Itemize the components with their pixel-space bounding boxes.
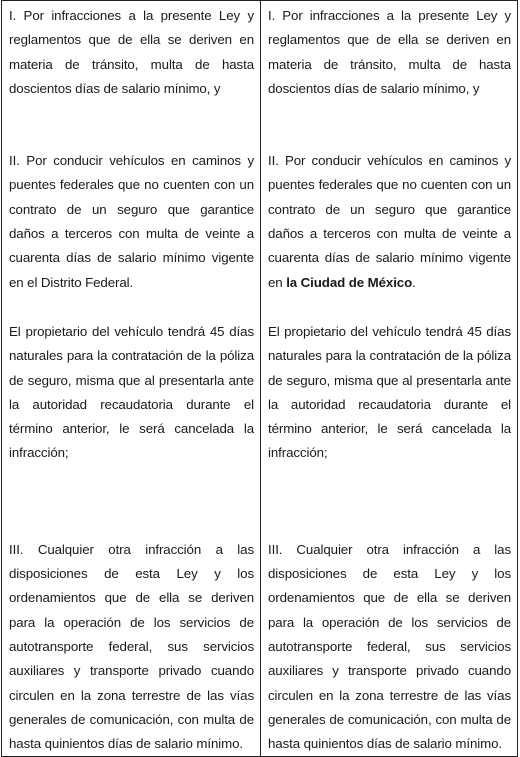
right-paragraph-fraction-1: I. Por infracciones a la presente Ley y reglamentos que de ella se deriven en materia de tránsito, multa de hasta doscientos días de salario mínimo, y [268, 8, 511, 96]
right-paragraph-fraction-2 [268, 149, 511, 295]
left-paragraph-fraction-2: II. Por conducir vehículos en caminos y puentes federales que no cuenten con un contrato de un seguro que garantice daños a terceros con multa de veinte a cuarenta días de salario mínimo vigente en el Distrito Federal. [9, 153, 254, 290]
left-paragraph-fraction-1: I. Por infracciones a la presente Ley y reglamentos que de ella se deriven en materia de tránsito, multa de hasta doscientos días de salario mínimo, y [9, 8, 254, 96]
right-column-cell [261, 1, 518, 757]
right-paragraph-fraction-2-end: . [412, 274, 416, 290]
right-paragraph-fraction-2-text: II. Por conducir vehículos en caminos y puentes federales que no cuenten con un contrato de un seguro que garantice daños a terceros con multa de veinte a cuarenta días de salario mínimo vigente en [268, 153, 511, 290]
comparison-table [1, 0, 518, 757]
table-row [2, 1, 518, 757]
right-paragraph-fraction-3: III. Cualquier otra infracción a las disposiciones de esta Ley y los ordenamientos que de ella se deriven para la operación de los servicios de autotransporte federal, sus servicios auxiliares y transporte privado cuando circulen en la zona terrestre de las vías generales de comunicación, con multa de hasta quinientos días de salario mínimo. [268, 541, 511, 752]
left-paragraph-insurance: El propietario del vehículo tendrá 45 días naturales para la contratación de la póliza de seguro, misma que al presentarla ante la autoridad recaudatoria durante el término anterior, le será cancelada la infracción; [9, 323, 254, 461]
highlighted-amendment-text: la Ciudad de México [286, 274, 413, 290]
right-paragraph-insurance: El propietario del vehículo tendrá 45 días naturales para la contratación de la póliza de seguro, misma que al presentarla ante la autoridad recaudatoria durante el término anterior, le será cancelada la infracción; [268, 323, 511, 461]
left-paragraph-fraction-3: III. Cualquier otra infracción a las disposiciones de esta Ley y los ordenamientos que de ella se deriven para la operación de los servicios de autotransporte federal, sus servicios auxiliares y transporte privado cuando circulen en la zona terrestre de las vías generales de comunicación, con multa de hasta quinientos días de salario mínimo. [9, 541, 254, 752]
left-column-cell [2, 1, 261, 757]
